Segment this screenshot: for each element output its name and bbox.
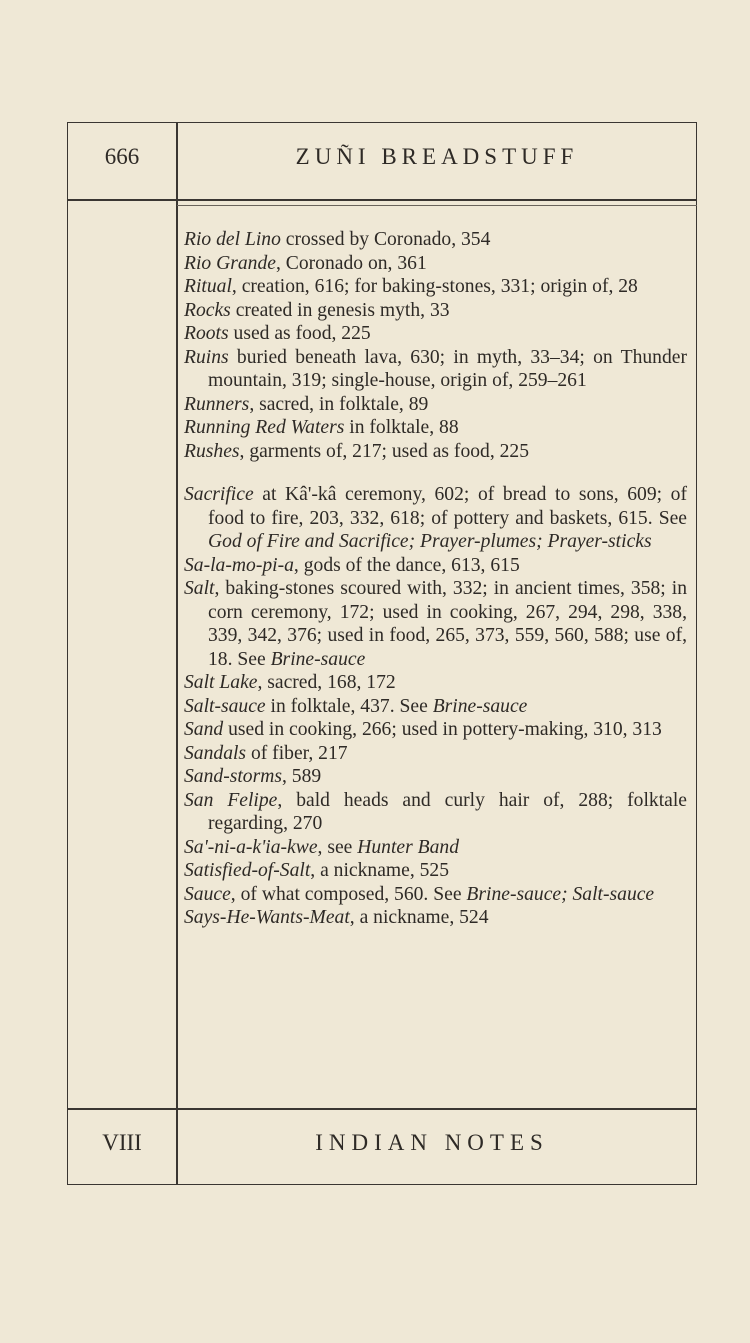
entry-heading: Sauce — [184, 883, 231, 905]
index-entry — [184, 554, 687, 578]
index-entry — [184, 742, 687, 766]
entry-heading: Brine-sauce; Salt-sauce — [466, 883, 655, 905]
entry-heading: Sa-la-mo-pi-a — [184, 554, 294, 576]
entry-heading: Rio Grande — [184, 252, 276, 274]
header-rule — [67, 199, 697, 201]
entry-heading: God of Fire and Sacrifice; Prayer-plumes; Prayer-sticks — [208, 531, 652, 552]
entry-text: in folktale, 88 — [344, 417, 459, 438]
entry-text: , baking-stones scoured with, 332; in ancient times, 358; in corn ceremony, 172; used in cooking, 267, 294, 298, 338, 339, 342, 376; used in food, 265, 373, 559, 560, 588; use of, 18. See — [208, 578, 687, 670]
index-entry — [184, 789, 687, 836]
footer-rule — [67, 1108, 697, 1110]
entry-heading: Brine-sauce — [432, 695, 528, 717]
series-title: INDIAN NOTES — [315, 1130, 549, 1155]
index-entry — [184, 322, 687, 346]
entry-text: , a nickname, 524 — [349, 907, 489, 928]
column-divider — [176, 122, 178, 1185]
index-entry — [184, 671, 687, 695]
entry-text: , gods of the dance, 613, 615 — [293, 554, 520, 576]
entry-heading: Ruins — [184, 346, 229, 368]
entry-heading: Sa'-ni-a-k'ia-kwe — [184, 836, 318, 858]
entry-text: used as food, 225 — [228, 323, 371, 344]
index-entry — [184, 765, 687, 789]
entry-heading: Sandals — [184, 742, 247, 764]
entry-heading: Runners — [184, 393, 250, 415]
entry-text: at Kâ'-kâ ceremony, 602; of bread to sons, 609; of food to fire, 203, 332, 618; of pottery and baskets, 615. See — [208, 484, 687, 529]
entry-text: used in cooking, 266; used in pottery-making, 310, 313 — [223, 719, 662, 740]
entry-text: , see — [317, 836, 358, 858]
entry-heading: Satisfied-of-Salt — [184, 860, 311, 881]
entry-heading: Rushes — [184, 440, 240, 462]
entry-text: , garments of, 217; used as food, 225 — [239, 440, 530, 462]
entry-text: , bald heads and curly hair of, 288; folktale regarding, 270 — [208, 789, 687, 834]
index-entry — [184, 393, 687, 417]
index-entry — [184, 883, 687, 907]
entry-text: of fiber, 217 — [246, 742, 348, 764]
entry-text: created in genesis myth, 33 — [230, 299, 450, 321]
entry-text: , a nickname, 525 — [310, 860, 450, 881]
index-entry — [184, 718, 687, 742]
entry-heading: Brine-sauce — [270, 648, 366, 670]
index-entry — [184, 836, 687, 860]
page-number: 666 — [104, 144, 140, 169]
index-entry — [184, 228, 687, 252]
entry-text: buried beneath lava, 630; in myth, 33–34; on Thunder mountain, 319; single-house, origin of, 259–261 — [208, 346, 687, 391]
index-entry — [184, 440, 687, 464]
entry-text: in folktale, 437. See — [265, 695, 433, 717]
index-entry — [184, 346, 687, 393]
entry-text: , sacred, in folktale, 89 — [249, 393, 429, 415]
running-title: ZUÑI BREADSTUFF — [295, 144, 579, 169]
entry-text: , Coronado on, 361 — [275, 252, 427, 274]
index-entries — [184, 228, 687, 930]
entry-heading: Says-He-Wants-Meat — [184, 907, 350, 928]
entry-heading: Salt-sauce — [184, 695, 266, 717]
index-entry — [184, 299, 687, 323]
entry-text: , sacred, 168, 172 — [257, 672, 396, 693]
entry-heading: Running Red Waters — [184, 417, 345, 438]
entry-text: , creation, 616; for baking-stones, 331; origin of, 28 — [231, 276, 638, 297]
entry-heading: Rio del Lino — [184, 229, 281, 250]
index-entry — [184, 695, 687, 719]
entry-heading: Salt Lake — [184, 672, 258, 693]
index-entry — [184, 483, 687, 554]
index-entry — [184, 416, 687, 440]
entry-heading: Sacrifice — [184, 484, 254, 505]
index-entry — [184, 577, 687, 671]
entry-text: , 589 — [281, 766, 322, 787]
signature-mark: VIII — [102, 1130, 142, 1155]
index-entry — [184, 906, 687, 930]
entry-heading: Hunter Band — [357, 836, 460, 858]
entry-heading: Sand-storms — [184, 766, 282, 787]
entry-heading: Rocks — [184, 299, 231, 321]
entry-heading: Ritual — [184, 276, 232, 297]
entry-heading: Roots — [184, 323, 229, 344]
entry-heading: Sand — [184, 719, 224, 740]
entry-text: , of what composed, 560. See — [230, 883, 467, 905]
entry-heading: Salt — [184, 578, 215, 599]
header-rule-inner — [177, 205, 697, 206]
index-entry — [184, 252, 687, 276]
index-entry — [184, 275, 687, 299]
entry-heading: San Felipe — [184, 789, 278, 811]
entry-text: crossed by Coronado, 354 — [280, 229, 491, 250]
index-entry — [184, 859, 687, 883]
